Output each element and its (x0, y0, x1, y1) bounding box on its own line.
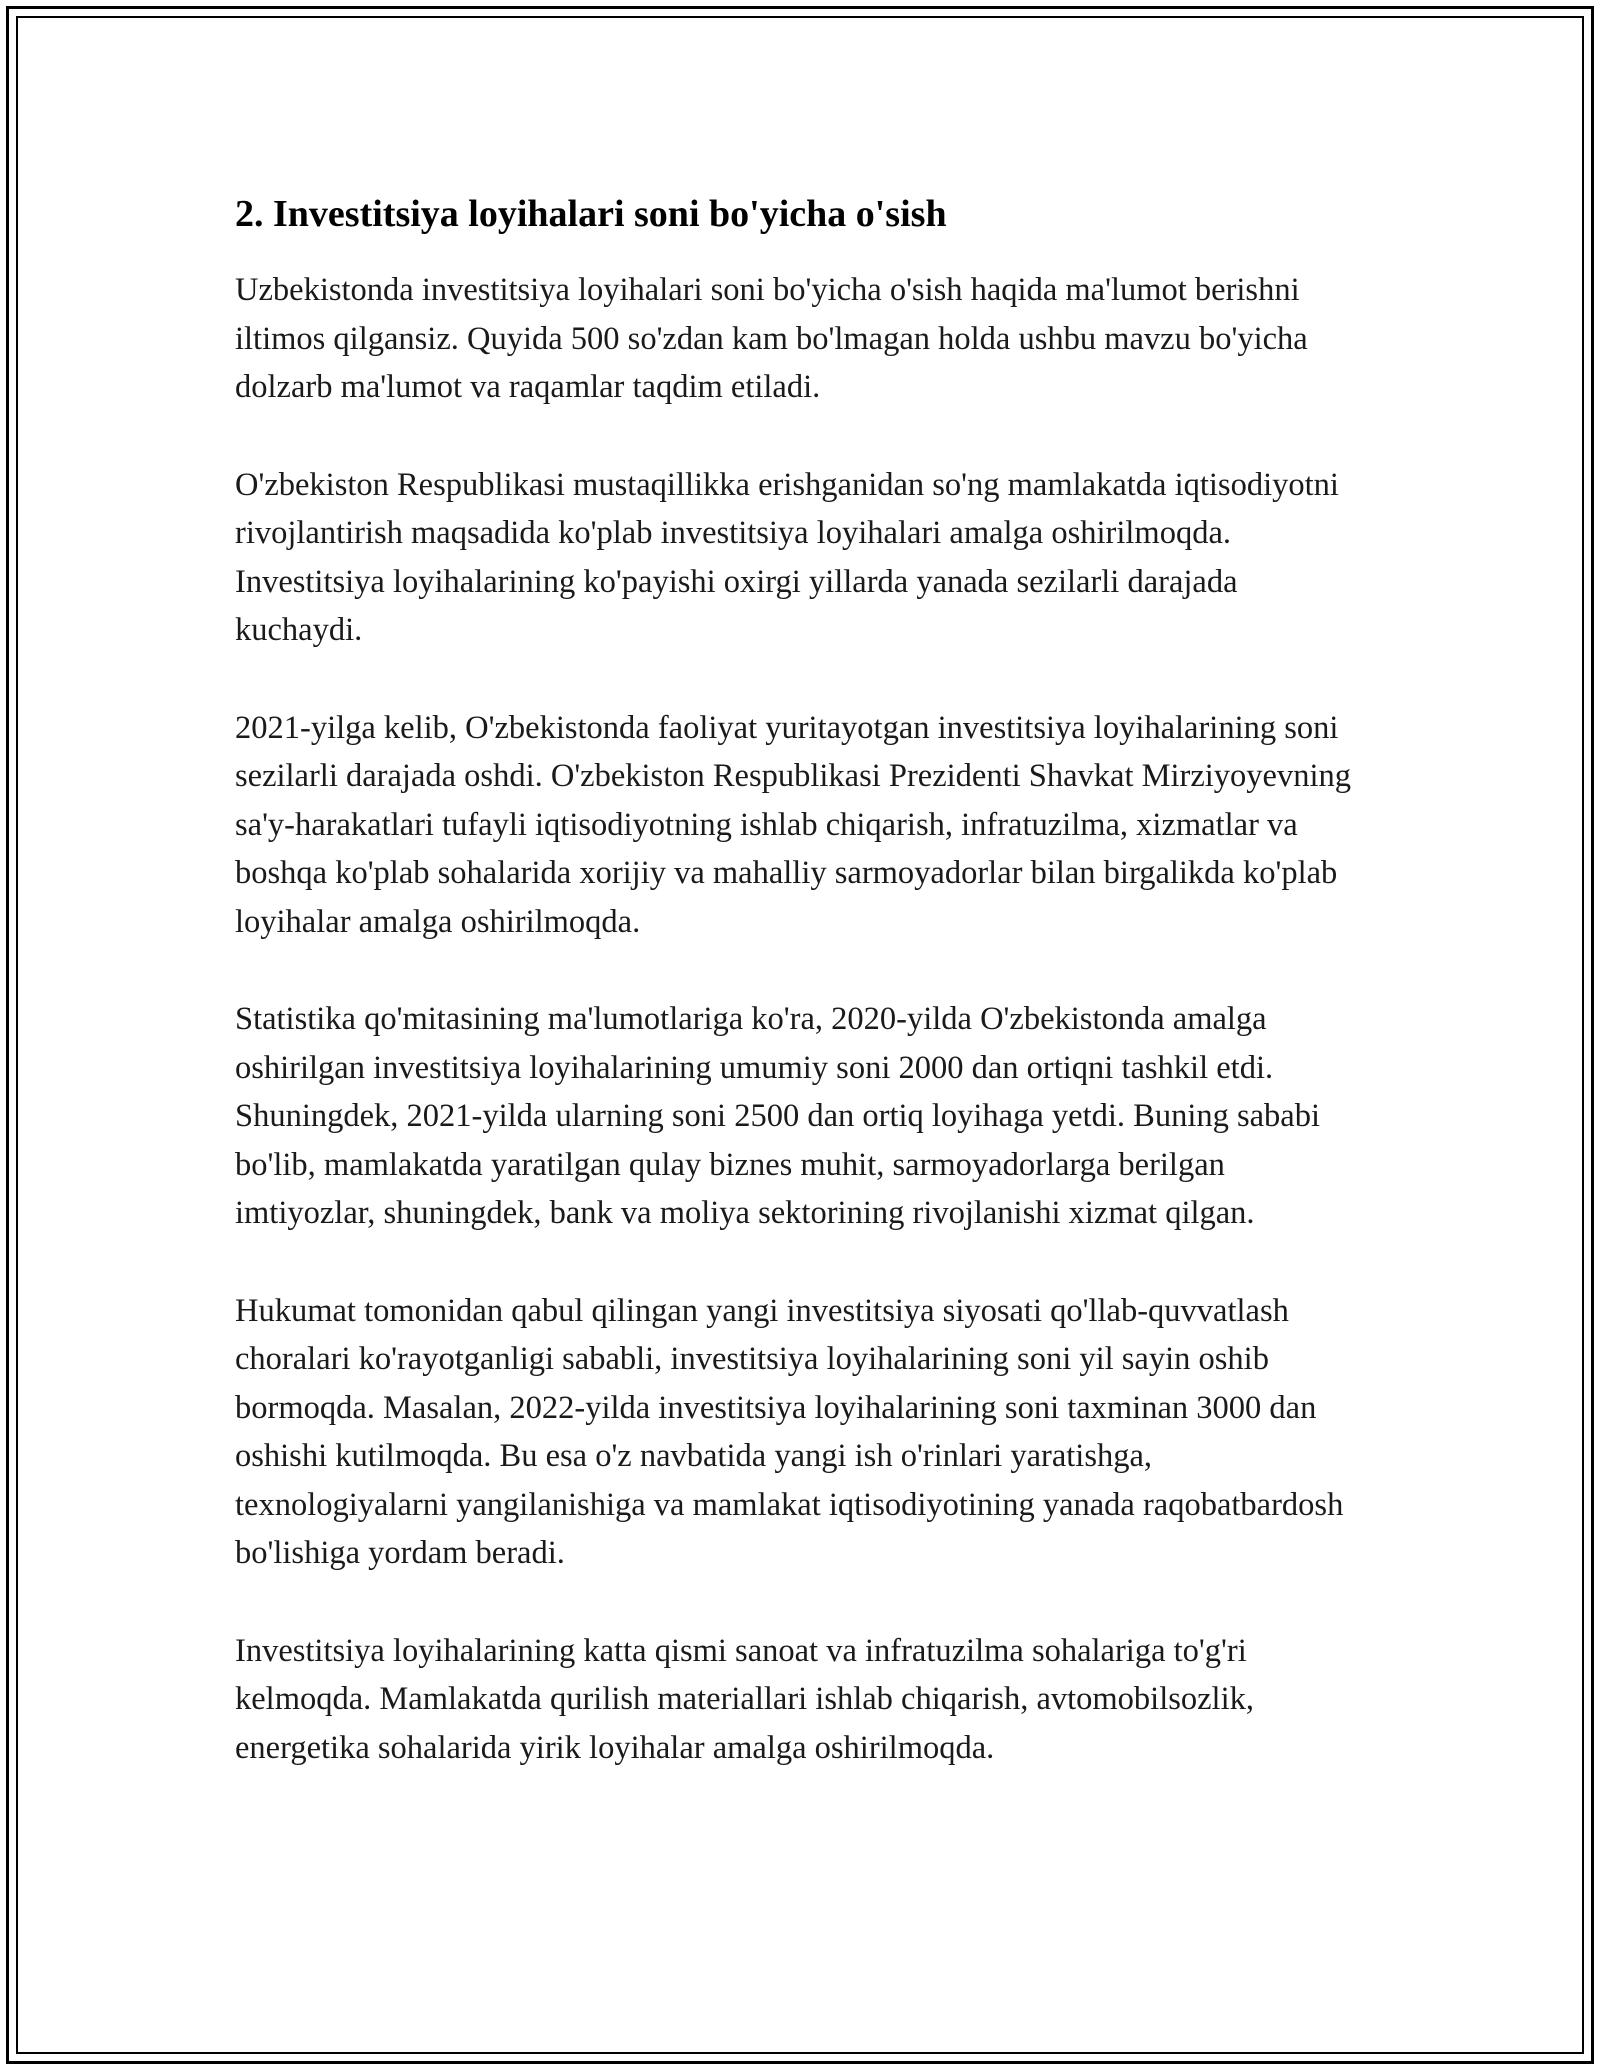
paragraph-5: Hukumat tomonidan qabul qilingan yangi investitsiya siyosati qo'llab-quvvatlash choralari ko'rayotganligi sababli, investitsiya loyihalarining soni yil sayin oshib bormoqda. Masalan, 2022-yilda investitsiya loyihalarining soni taxminan 3000 dan oshishi kutilmoqda. Bu esa o'z navbatida yangi ish o'rinlari yaratishga, texnologiyalarni yangilanishiga va mamlakat iqtisodiyotining yanada raqobatbardosh bo'lishiga yordam beradi. (235, 1292, 1344, 1571)
paragraph-4: Statistika qo'mitasining ma'lumotlariga ko'ra, 2020-yilda O'zbekistonda amalga oshirilgan investitsiya loyihalarining umumiy soni 2000 dan ortiqni tashkil etdi. Shuningdek, 2021-yilda ularning soni 2500 dan ortiq loyihaga yetdi. Buning sababi bo'lib, mamlakatda yaratilgan qulay biznes muhit, sarmoyadorlarga berilgan imtiyozlar, shuningdek, bank va moliya sektorining rivojlanishi xizmat qilgan. (235, 1001, 1321, 1231)
paragraph-3: 2021-yilga kelib, O'zbekistonda faoliyat yuritayotgan investitsiya loyihalarining soni sezilarli darajada oshdi. O'zbekiston Respublikasi Prezidenti Shavkat Mirziyoyevning sa'y-harakatlari tufayli iqtisodiyotning ishlab chiqarish, infratuzilma, xizmatlar va boshqa ko'plab sohalarida xorijiy va mahalliy sarmoyadorlar bilan birgalikda ko'plab loyihalar amalga oshirilmoqda. (235, 709, 1352, 940)
paragraph-1: Uzbekistonda investitsiya loyihalari soni bo'yicha o'sish haqida ma'lumot berishni iltimos qilgansiz. Quyida 500 so'zdan kam bo'lmagan holda ushbu mavzu bo'yicha dolzarb ma'lumot va raqamlar taqdim etiladi. (235, 272, 1308, 405)
paragraph-6: Investitsiya loyihalarining katta qismi sanoat va infratuzilma sohalariga to'g'ri kelmoqda. Mamlakatda qurilish materiallari ishlab chiqarish, avtomobilsozlik, energetika sohalarida yirik loyihalar amalga oshirilmoqda. (235, 1632, 1254, 1766)
paragraph-2: O'zbekiston Respublikasi mustaqillikka erishganidan so'ng mamlakatda iqtisodiyotni rivojlantirish maqsadida ko'plab investitsiya loyihalari amalga oshirilmoqda. Investitsiya loyihalarining ko'payishi oxirgi yillarda yanada sezilarli darajada kuchaydi. (235, 466, 1339, 648)
section-heading: 2. Investitsiya loyihalari soni bo'yicha o'sish (235, 193, 947, 235)
document-body (235, 188, 1365, 1821)
